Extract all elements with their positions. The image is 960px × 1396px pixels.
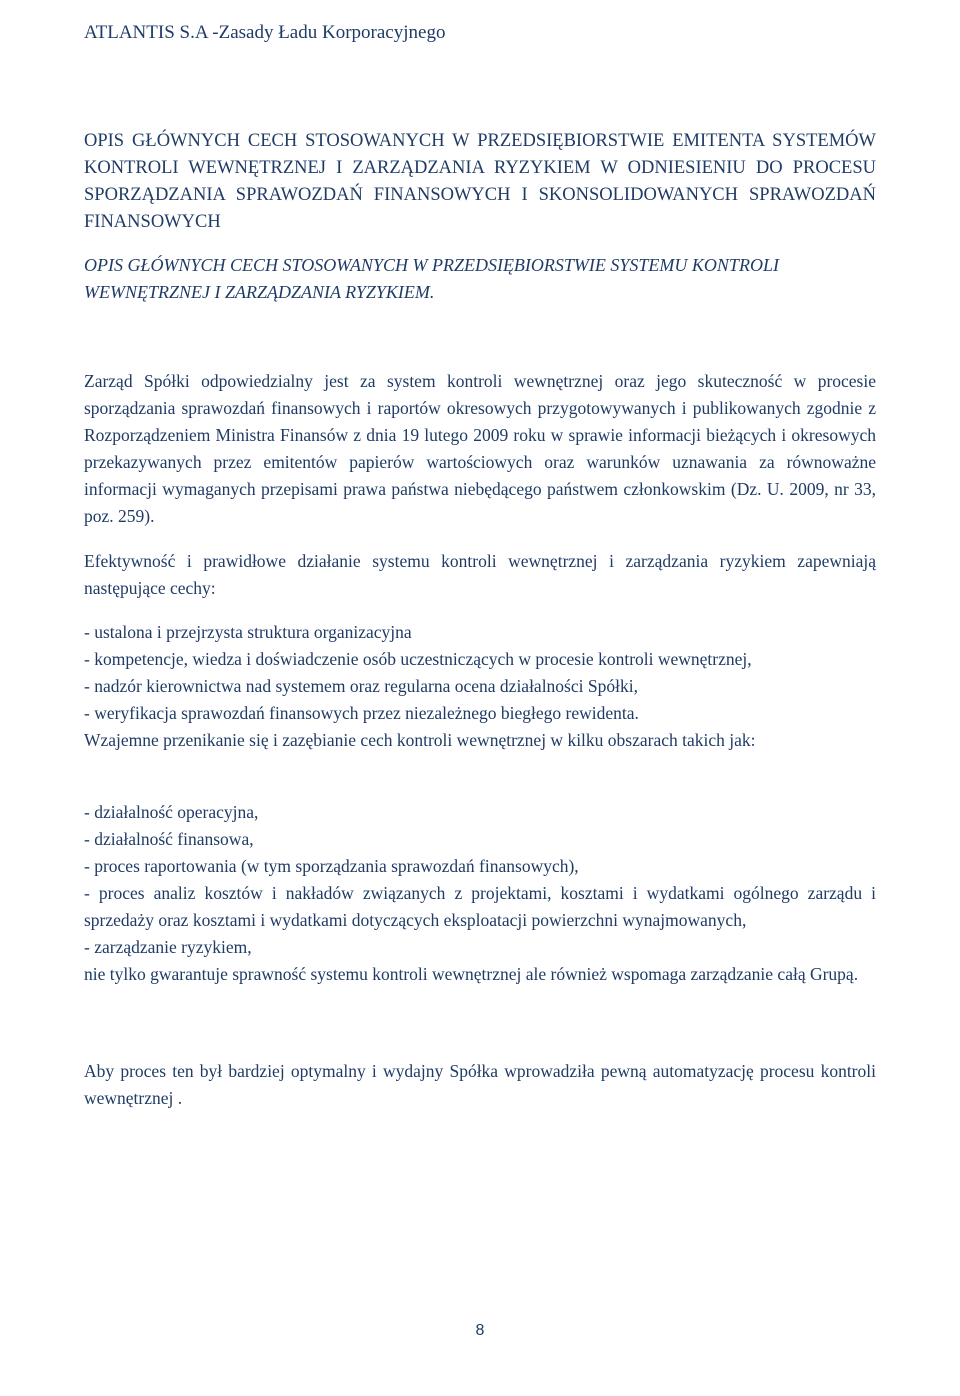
list-item: - ustalona i przejrzysta struktura organizacyjna: [84, 622, 412, 642]
list-item: - proces analiz kosztów i nakładów związanych z projektami, kosztami i wydatkami ogólnego zarządu i sprzedaży oraz kosztami i wydatkami dotyczących eksploatacji powierzchni wynajmowanych,: [84, 883, 876, 930]
list-item: - kompetencje, wiedza i doświadczenie osób uczestniczących w procesie kontroli wewnętrznej,: [84, 649, 752, 669]
section-title: OPIS GŁÓWNYCH CECH STOSOWANYCH W PRZEDSIĘBIORSTWIE EMITENTA SYSTEMÓW KONTROLI WEWNĘTRZNEJ I ZARZĄDZANIA RYZYKIEM W ODNIESIENIU DO PROCESU SPORZĄDZANIA SPRAWOZDAŃ FINANSOWYCH I SKONSOLIDOWANYCH SPRAWOZDAŃ FINANSOWYCH: [84, 131, 876, 232]
running-header: ATLANTIS S.A -Zasady Ładu Korporacyjnego: [84, 22, 446, 43]
list-item: - zarządzanie ryzykiem,: [84, 937, 252, 957]
section-subtitle: OPIS GŁÓWNYCH CECH STOSOWANYCH W PRZEDSIĘBIORSTWIE SYSTEMU KONTROLI WEWNĘTRZNEJ I ZARZĄDZANIA RYZYKIEM.: [84, 255, 779, 302]
paragraph-effectiveness-intro: Efektywność i prawidłowe działanie systemu kontroli wewnętrznej i zarządzania ryzykiem zapewniają następujące cechy:: [84, 551, 876, 598]
list-item: - działalność finansowa,: [84, 829, 254, 849]
closing-line: nie tylko gwarantuje sprawność systemu kontroli wewnętrznej ale również wspomaga zarządzanie całą Grupą.: [84, 964, 859, 984]
list-item: - weryfikacja sprawozdań finansowych przez niezależnego biegłego rewidenta.: [84, 703, 639, 723]
areas-list: [84, 799, 876, 988]
features-list: [84, 619, 876, 727]
paragraph-automation: Aby proces ten był bardziej optymalny i wydajny Spółka wprowadziła pewną automatyzację procesu kontroli wewnętrznej .: [84, 1061, 876, 1108]
list-item: - nadzór kierownictwa nad systemem oraz regularna ocena działalności Spółki,: [84, 676, 638, 696]
list-item: - proces raportowania (w tym sporządzania sprawozdań finansowych),: [84, 856, 579, 876]
paragraph-management-responsibility: Zarząd Spółki odpowiedzialny jest za system kontroli wewnętrznej oraz jego skuteczność w procesie sporządzania sprawozdań finansowych i raportów okresowych przygotowywanych i publikowanych zgodnie z Rozporządzeniem Ministra Finansów z dnia 19 lutego 2009 roku w sprawie informacji bieżących i okresowych przekazywanych przez emitentów papierów wartościowych oraz warunków uznawania za równoważne informacji wymaganych przepisami prawa państwa niebędącego państwem członkowskim (Dz. U. 2009, nr 33, poz. 259).: [84, 371, 876, 526]
page-number: 8: [475, 1322, 485, 1339]
list-item: - działalność operacyjna,: [84, 802, 259, 822]
paragraph-interpenetration: Wzajemne przenikanie się i zazębianie cech kontroli wewnętrznej w kilku obszarach takich jak:: [84, 730, 756, 750]
